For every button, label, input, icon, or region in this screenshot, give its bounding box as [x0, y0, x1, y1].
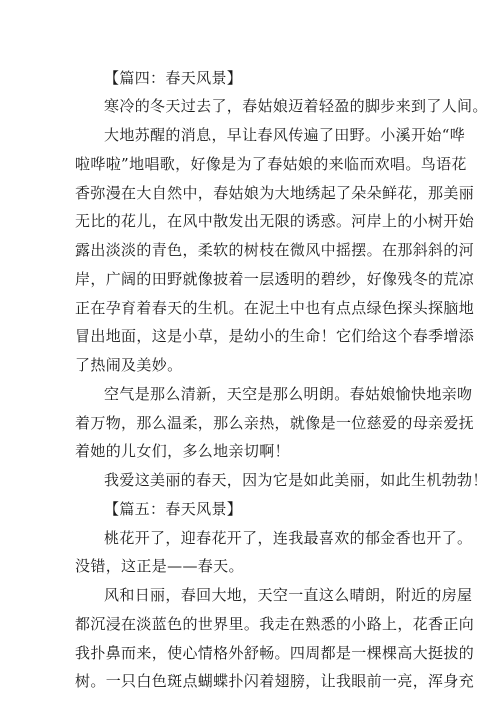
- paragraph-line: 正在孕育着春天的生机。在泥土中也有点点绿色探头探脑地: [75, 299, 475, 317]
- paragraph-line: 都沉浸在淡蓝色的世界里。我走在熟悉的小路上，花香正向: [75, 615, 475, 633]
- paragraph-line: 大地苏醒的消息，早让春风传遍了田野。小溪开始“哗: [104, 126, 466, 144]
- paragraph-line: 空气是那么清新，天空是那么明朗。春姑娘愉快地亲吻: [104, 385, 473, 403]
- paragraph-line: 桃花开了，迎春花开了，连我最喜欢的郁金香也开了。: [104, 529, 473, 547]
- paragraph-line: 无比的花儿，在风中散发出无限的诱惑。河岸上的小树开始: [75, 212, 475, 230]
- paragraph-line: 树。一只白色斑点蝴蝶扑闪着翅膀，让我眼前一亮，浑身充: [75, 672, 475, 690]
- paragraph-line: 风和日丽，春回大地，天空一直这么晴朗，附近的房屋: [104, 586, 473, 604]
- paragraph-line: 香弥漫在大自然中，春姑娘为大地绣起了朵朵鲜花，那美丽: [75, 184, 475, 202]
- paragraph-line: 冒出地面，这是小草，是幼小的生命！它们给这个春季增添: [75, 327, 475, 345]
- paragraph-line: 啦哗啦”地唱歌，好像是为了春姑娘的来临而欢唱。鸟语花: [75, 155, 467, 173]
- paragraph-line: 着她的儿女们，多么地亲切啊！: [75, 442, 290, 460]
- paragraph-line: 没错，这正是——春天。: [75, 557, 244, 575]
- paragraph-line: 寒冷的冬天过去了，春姑娘迈着轻盈的脚步来到了人间。: [104, 97, 488, 115]
- paragraph-line: 露出淡淡的青色，柔软的树枝在微风中摇摆。在那斜斜的河: [75, 241, 475, 259]
- section-heading-5: 【篇五：春天风景】: [104, 500, 243, 518]
- paragraph-line: 了热闹及美妙。: [75, 356, 183, 374]
- section-heading-4: 【篇四：春天风景】: [104, 69, 243, 87]
- paragraph-line: 我扑鼻而来，使心情格外舒畅。四周都是一棵棵高大挺拔的: [75, 644, 475, 662]
- paragraph-line: 岸，广阔的田野就像披着一层透明的碧纱，好像残冬的荒凉: [75, 270, 475, 288]
- paragraph-line: 我爱这美丽的春天，因为它是如此美丽，如此生机勃勃！: [104, 471, 488, 489]
- paragraph-line: 着万物，那么温柔，那么亲热，就像是一位慈爱的母亲爱抚: [75, 414, 475, 432]
